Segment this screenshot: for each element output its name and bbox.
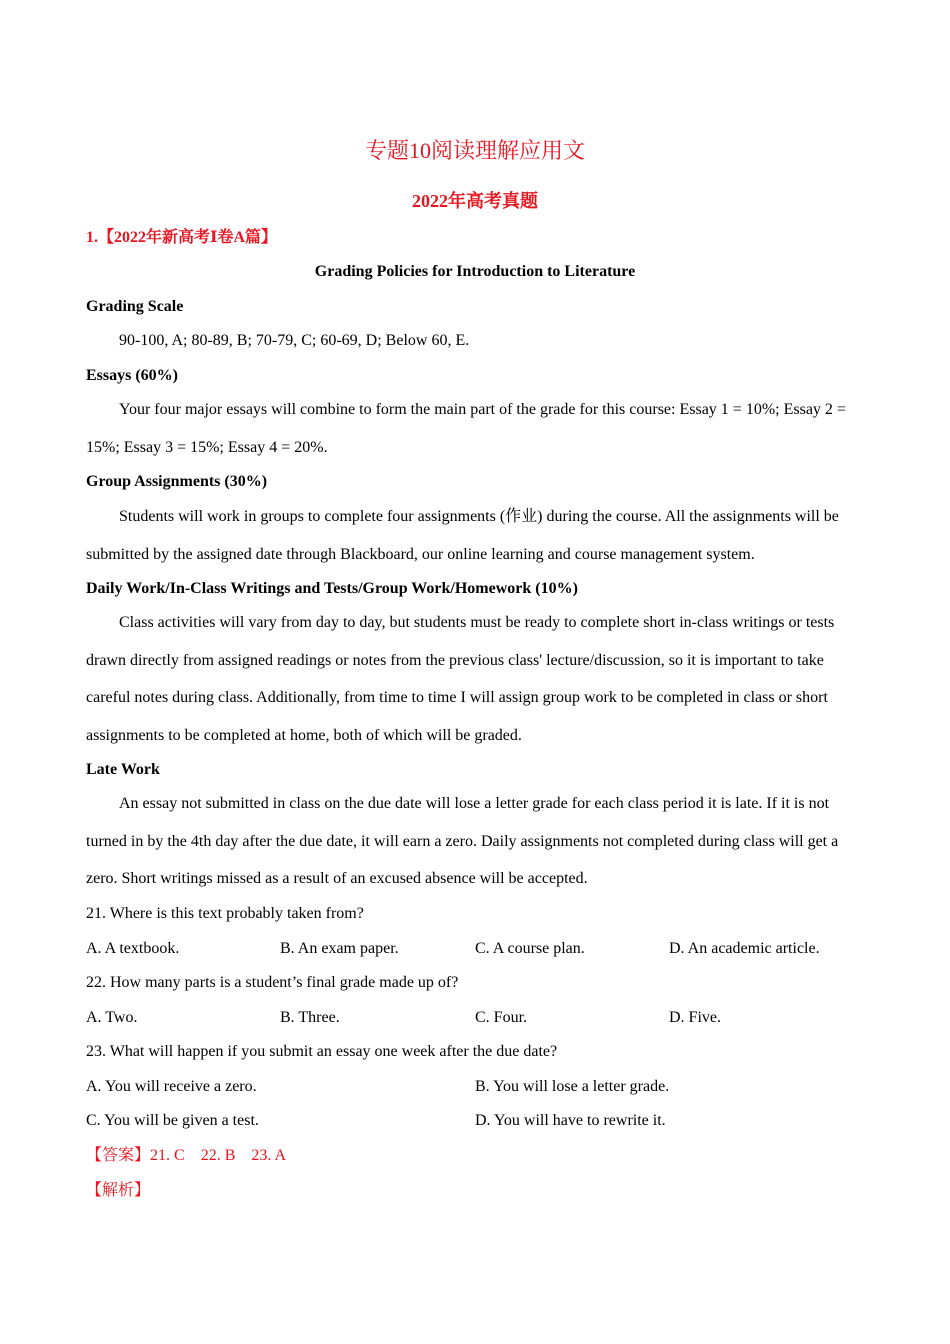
question-22-stem: 22. How many parts is a student’s final grade made up of? [86, 974, 459, 991]
answer-label: 【答案】 [86, 1147, 151, 1164]
question-21-option-b: B. An exam paper. [280, 940, 399, 957]
section-heading-grading-scale: Grading Scale [86, 298, 184, 315]
section-text-group-assignments: Students will work in groups to complete four assignments (作业) during the course. All the assignments will be submitted by the assigned date through Blackboard, our online learning and course management system. [86, 508, 839, 563]
section-heading-group-assignments: Group Assignments (30%) [86, 473, 268, 490]
question-21-stem: 21. Where is this text probably taken from? [86, 905, 364, 922]
passage-title: Grading Policies for Introduction to Literature [314, 263, 636, 280]
question-23-stem: 23. What will happen if you submit an essay one week after the due date? [86, 1043, 558, 1060]
question-23-option-b: B. You will lose a letter grade. [475, 1078, 670, 1095]
section-heading-late-work: Late Work [86, 761, 160, 778]
question-23-option-a: A. You will receive a zero. [86, 1078, 257, 1095]
section-text-essays: Your four major essays will combine to form the main part of the grade for this course: Essay 1 = 10%; Essay 2 = 15%; Essay 3 = 15%; Essay 4 = 20%. [86, 401, 846, 456]
question-21-option-c: C. A course plan. [475, 940, 585, 957]
question-22-option-b: B. Three. [280, 1009, 340, 1026]
question-22-option-a: A. Two. [86, 1009, 138, 1026]
page-title: 专题10阅读理解应用文 [364, 138, 585, 163]
question-23-option-d: D. You will have to rewrite it. [475, 1112, 666, 1129]
question-source-label: 1.【2022年新高考Ⅰ卷A篇】 [86, 229, 278, 246]
question-23-option-c: C. You will be given a test. [86, 1112, 259, 1129]
question-21-option-d: D. An academic article. [669, 940, 820, 957]
section-text-daily-work: Class activities will vary from day to day, but students must be ready to complete short in-class writings or tests drawn directly from assigned readings or notes from the previous class' lecture/discussion, so it is important to take careful notes during class. Additionally, from time to time I will assign group work to be completed in class or short assignments to be completed at home, both of which will be graded. [86, 614, 835, 744]
section-text-late-work: An essay not submitted in class on the due date will lose a letter grade for each class period it is late. If it is not turned in by the 4th day after the due date, it will earn a zero. Daily assignments not completed during class will get a zero. Short writings missed as a result of an excused absence will be accepted. [86, 795, 839, 887]
page-subtitle: 2022年高考真题 [412, 191, 538, 211]
answer-line [86, 1144, 286, 1168]
section-text-grading-scale: 90-100, A; 80-89, B; 70-79, C; 60-69, D; Below 60, E. [119, 332, 470, 349]
answer-text: 21. C 22. B 23. A [150, 1147, 287, 1164]
question-22-option-d: D. Five. [669, 1009, 721, 1026]
question-22-option-c: C. Four. [475, 1009, 528, 1026]
question-21-option-a: A. A textbook. [86, 940, 180, 957]
section-heading-essays: Essays (60%) [86, 367, 179, 384]
analysis-label: 【解析】 [86, 1182, 151, 1199]
section-heading-daily-work: Daily Work/In-Class Writings and Tests/Group Work/Homework (10%) [86, 580, 578, 597]
